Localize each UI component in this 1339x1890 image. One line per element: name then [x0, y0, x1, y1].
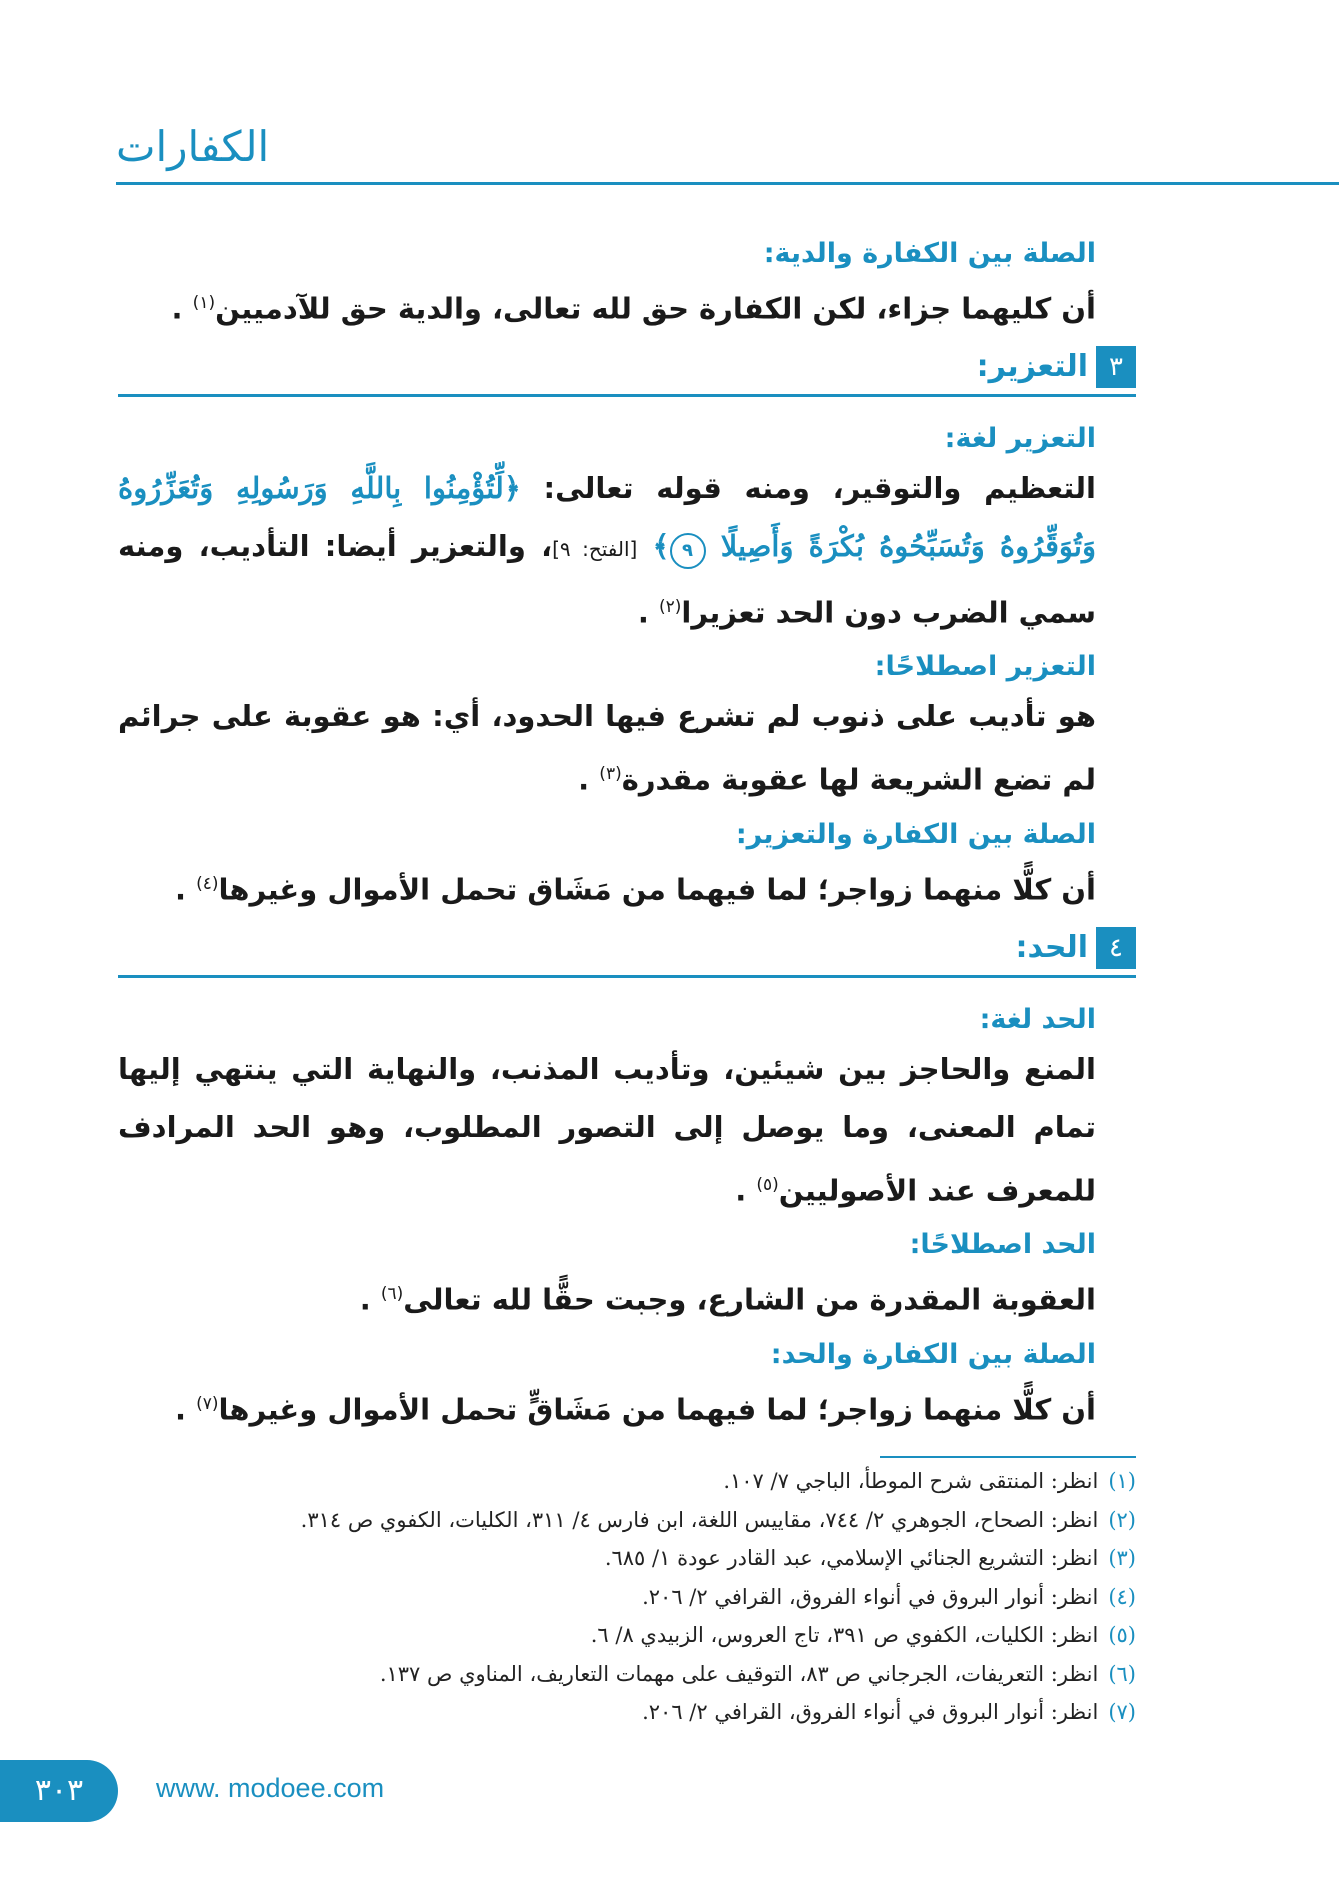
paragraph-hadd-istilah: العقوبة المقدرة من الشارع، وجبت حقًّا لله تعالى$^{(٦)}$ . — [359, 1282, 1096, 1317]
main-content — [118, 228, 1136, 1439]
footnote-text: انظر: أنوار البروق في أنواء الفروق، القرافي ٢/ ٢٠٦. — [642, 1584, 1099, 1609]
footnote-ref[interactable]: (٢) — [658, 596, 682, 617]
section-title: التعزير: — [976, 348, 1088, 384]
footnote — [118, 1578, 1136, 1617]
paragraph-text: التعظيم والتوقير، ومنه قوله تعالى: — [543, 470, 1096, 505]
subheading-hadd-istilah: الحد اصطلاحًا: — [909, 1229, 1096, 1261]
footnote-ref[interactable]: (٦) — [380, 1284, 404, 1305]
section-title: الحد: — [1015, 929, 1088, 965]
footnote — [118, 1616, 1136, 1655]
paragraph-tazir-istilah: هو تأديب على ذنوب لم تشرع فيها الحدود، أي: هو عقوبة على جرائم لم تضع الشريعة لها عقوبة مقدرة$^{(٣)}$ . — [118, 699, 1096, 797]
paragraph-kaffara-diya: أن كليهما جزاء، لكن الكفارة حق لله تعالى، والدية حق للآدميين$^{(١)}$ . — [171, 291, 1096, 326]
subheading-kaffara-tazir: الصلة بين الكفارة والتعزير: — [735, 818, 1096, 850]
footnote-number: (٤) — [1108, 1584, 1136, 1609]
page-number-badge: ٣٠٣ — [0, 1760, 118, 1822]
footnote-number: (١) — [1108, 1469, 1136, 1493]
quran-close-bracket: ﴾ — [652, 528, 670, 563]
running-header-title: الكفارات — [116, 122, 270, 171]
paragraph-tazir-lugha: التعظيم والتوقير، ومنه قوله تعالى: ﴿لِّتُؤْمِنُوا بِاللَّهِ وَرَسُولِهِ وَتُعَزِّرُوهُ وَتُوَقِّرُوهُ وَتُسَبِّحُوهُ بُكْرَةً وَأَصِيلًا ٩﴾ [الفتح: ٩]، والتعزير أيضا: التأديب، ومنه سمي الضرب دون الحد تعزيرا$^{(٢)}$ . — [118, 470, 1096, 630]
footnote-ref[interactable]: (٧) — [196, 1393, 219, 1414]
footnote-number: (٦) — [1108, 1661, 1136, 1686]
ayah-number-marker: ٩ — [670, 533, 706, 569]
paragraph-text: أن كلًّا منهما زواجر؛ لما فيهما من مَشَاق تحمل الأموال وغيرها — [218, 872, 1096, 907]
footnote-number: (٣) — [1108, 1546, 1136, 1570]
footnote-ref[interactable]: (٥) — [756, 1174, 779, 1195]
paragraph-hadd-lugha: المنع والحاجز بين شيئين، وتأديب المذنب، والنهاية التي ينتهي إليها تمام المعنى، وما يوصل إلى التصور المطلوب، وهو الحد المرادف للمعرف عند الأصوليين$^{(٥)}$ . — [118, 1051, 1096, 1208]
quran-verse: ﴿لِّتُؤْمِنُوا بِاللَّهِ وَرَسُولِهِ وَتُعَزِّرُوهُ وَتُوَقِّرُوهُ وَتُسَبِّحُوهُ بُكْرَةً وَأَصِيلًا — [118, 470, 1096, 563]
footnote — [118, 1501, 1136, 1540]
footnote-text: انظر: المنتقى شرح الموطأ، الباجي ٧/ ١٠٧. — [723, 1469, 1099, 1493]
subheading-hadd-lugha: الحد لغة: — [979, 1003, 1096, 1035]
footnote-number: (٧) — [1108, 1700, 1136, 1724]
footnote-text: انظر: الصحاح، الجوهري ٢/ ٧٤٤، مقاييس اللغة، ابن فارس ٤/ ٣١١، الكليات، الكفوي ص ٣١٤. — [300, 1507, 1099, 1532]
website-link[interactable]: www. modoee.com — [156, 1773, 385, 1803]
footnote — [118, 1462, 1136, 1501]
subheading-kaffara-diya: الصلة بين الكفارة والدية: — [763, 238, 1096, 269]
subheading-kaffara-hadd: الصلة بين الكفارة والحد: — [770, 1338, 1096, 1370]
footnote — [118, 1539, 1136, 1578]
footnote-ref[interactable]: (٤) — [196, 873, 219, 894]
section-number-badge: ٣ — [1096, 346, 1136, 388]
footnote-number: (٥) — [1108, 1623, 1136, 1647]
section-header-tazir — [118, 346, 1136, 397]
section-number-badge: ٤ — [1096, 927, 1136, 969]
footnote-ref[interactable]: (٣) — [599, 764, 622, 785]
subheading-tazir-istilah: التعزير اصطلاحًا: — [874, 651, 1096, 683]
paragraph-text: هو تأديب على ذنوب لم تشرع فيها الحدود، أي: هو عقوبة على جرائم لم تضع الشريعة لها عقوبة مقدرة — [118, 699, 1096, 797]
footnote-ref[interactable]: (١) — [192, 293, 216, 313]
paragraph-text: المنع والحاجز بين شيئين، وتأديب المذنب، والنهاية التي ينتهي إليها تمام المعنى، وما يوصل إلى التصور المطلوب، وهو الحد المرادف للمعرف عند الأصوليين — [118, 1051, 1096, 1208]
paragraph-text: ، والتعزير أيضا: التأديب، ومنه سمي الضرب دون الحد تعزيرا — [118, 528, 1096, 630]
footnote-text: انظر: التشريع الجنائي الإسلامي، عبد القادر عودة ١/ ٦٨٥. — [604, 1546, 1099, 1570]
paragraph-text: أن كليهما جزاء، لكن الكفارة حق لله تعالى، والدية حق للآدميين — [215, 291, 1096, 326]
footnote-divider — [880, 1456, 1136, 1458]
footnotes — [118, 1462, 1136, 1732]
section-header-hadd — [118, 927, 1136, 978]
surah-citation: [الفتح: ٩] — [552, 536, 638, 561]
footnote-number: (٢) — [1108, 1507, 1136, 1532]
paragraph-kaffara-hadd: أن كلًّا منهما زواجر؛ لما فيهما من مَشَاقٍّ تحمل الأموال وغيرها$^{(٧)}$ . — [174, 1392, 1096, 1427]
paragraph-text: العقوبة المقدرة من الشارع، وجبت حقًّا لله تعالى — [403, 1282, 1096, 1317]
paragraph-kaffara-tazir: أن كلًّا منهما زواجر؛ لما فيهما من مَشَاق تحمل الأموال وغيرها$^{(٤)}$ . — [174, 872, 1096, 907]
footnote-text: انظر: التعريفات، الجرجاني ص ٨٣، التوقيف على مهمات التعاريف، المناوي ص ١٣٧. — [379, 1661, 1099, 1686]
footnote-text: انظر: أنوار البروق في أنواء الفروق، القرافي ٢/ ٢٠٦. — [642, 1700, 1099, 1724]
footnote-text: انظر: الكليات، الكفوي ص ٣٩١، تاج العروس، الزبيدي ٨/ ٦. — [590, 1623, 1099, 1647]
subheading-tazir-lugha: التعزير لغة: — [944, 422, 1096, 454]
footnote — [118, 1693, 1136, 1732]
footnote — [118, 1655, 1136, 1694]
paragraph-text: أن كلًّا منهما زواجر؛ لما فيهما من مَشَاقٍّ تحمل الأموال وغيرها — [218, 1392, 1096, 1427]
header-divider — [116, 182, 1339, 185]
